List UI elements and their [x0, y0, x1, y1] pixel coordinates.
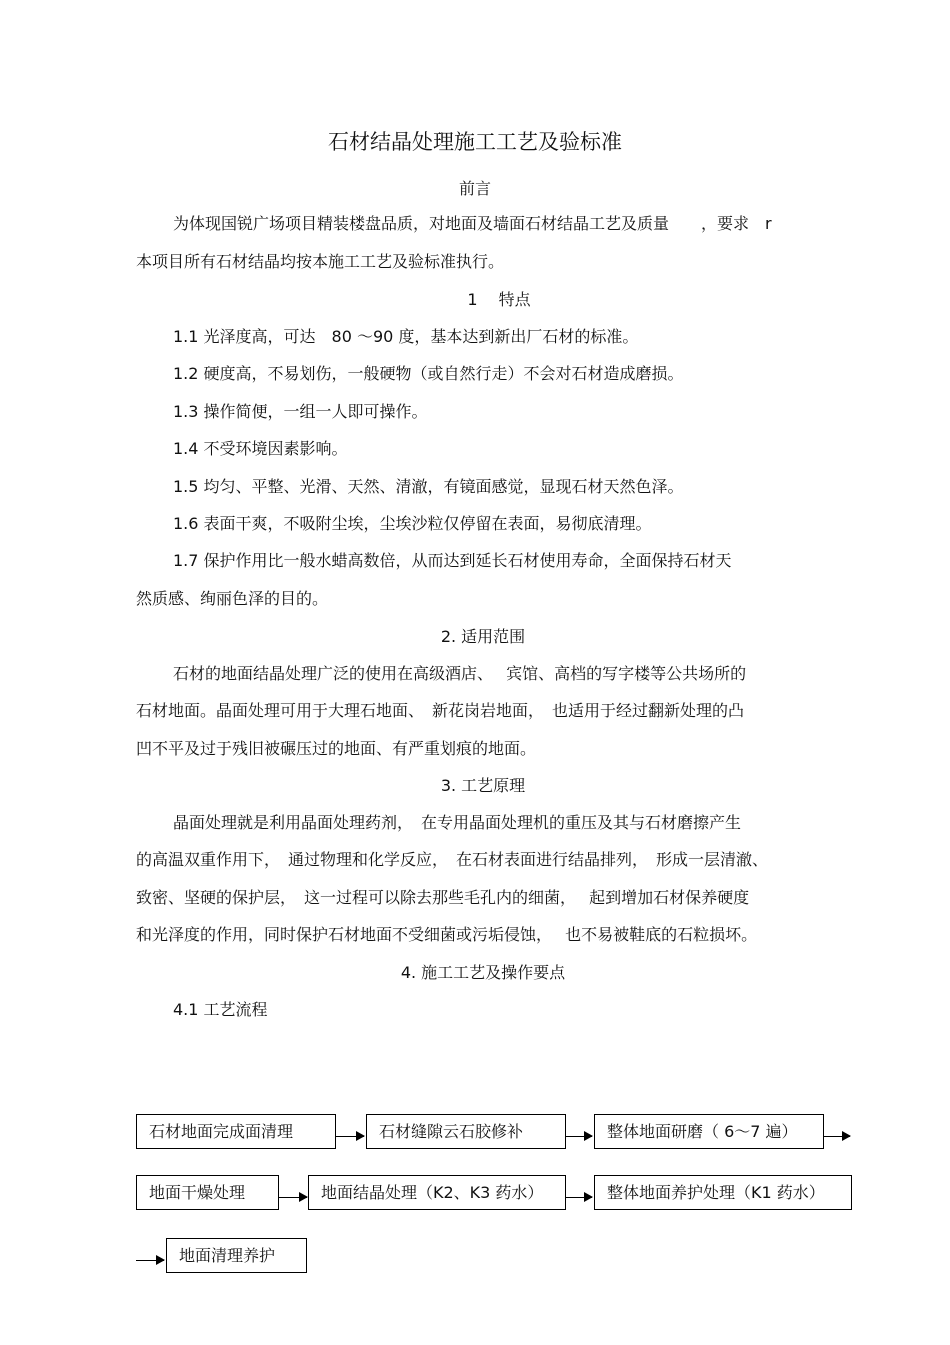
- section-3-line: 致密、坚硬的保护层， 这一过程可以除去那些毛孔内的细菌， 起到增加石材保养硬度: [136, 888, 750, 907]
- flow-step: 地面结晶处理（K2、K3 药水）: [308, 1175, 566, 1210]
- section-2-heading: 2. 适用范围: [440, 627, 526, 646]
- preface-heading: 前言: [458, 179, 491, 198]
- flow-arrow: [279, 1197, 307, 1198]
- section-1-item-continuation: 然质感、绚丽色泽的目的。: [136, 589, 329, 608]
- preface-line-1: 为体现国锐广场项目精装楼盘品质，对地面及墙面石材结晶工艺及质量 ，要求 r: [173, 214, 772, 233]
- section-2-line: 石材的地面结晶处理广泛的使用在高级酒店、 宾馆、高档的写字楼等公共场所的: [173, 664, 747, 683]
- section-4-1-heading: 4.1 工艺流程: [173, 1000, 268, 1019]
- section-1-item: 1.2 硬度高，不易划伤，一般硬物（或自然行走）不会对石材造成磨损。: [173, 364, 684, 383]
- section-3-line: 的高温双重作用下， 通过物理和化学反应， 在石材表面进行结晶排列， 形成一层清澈、: [136, 850, 769, 869]
- flow-arrow: [336, 1136, 364, 1137]
- flow-arrow: [566, 1197, 592, 1198]
- section-1-item: 1.1 光泽度高，可达 80 ～90 度，基本达到新出厂石材的标准。: [173, 327, 639, 346]
- flow-arrow: [136, 1260, 164, 1261]
- section-3-line: 和光泽度的作用，同时保护石材地面不受细菌或污垢侵蚀， 也不易被鞋底的石粒损坏。: [136, 925, 758, 944]
- preface-line-2: 本项目所有石材结晶均按本施工工艺及验标准执行。: [136, 252, 505, 271]
- flow-arrow: [566, 1136, 592, 1137]
- section-1-item: 1.3 操作简便，一组一人即可操作。: [173, 402, 428, 421]
- flow-step: 石材缝隙云石胶修补: [366, 1114, 566, 1149]
- section-1-item: 1.6 表面干爽，不吸附尘埃，尘埃沙粒仅停留在表面，易彻底清理。: [173, 514, 652, 533]
- section-1-item: 1.4 不受环境因素影响。: [173, 439, 348, 458]
- section-3-heading: 3. 工艺原理: [440, 776, 526, 795]
- flow-step: 整体地面研磨（ 6～7 遍）: [594, 1114, 824, 1149]
- section-2-line: 凹不平及过于残旧被碾压过的地面、有严重划痕的地面。: [136, 739, 537, 758]
- flow-step: 地面清理养护: [166, 1238, 307, 1273]
- flow-step: 石材地面完成面清理: [136, 1114, 336, 1149]
- section-1-item: 1.5 均匀、平整、光滑、天然、清澈，有镜面感觉，显现石材天然色泽。: [173, 477, 684, 496]
- flow-step: 地面干燥处理: [136, 1175, 279, 1210]
- section-4-heading: 4. 施工工艺及操作要点: [400, 963, 566, 982]
- flow-step: 整体地面养护处理（K1 药水）: [594, 1175, 852, 1210]
- flow-arrow: [824, 1136, 850, 1137]
- section-1-item: 1.7 保护作用比一般水蜡高数倍，从而达到延长石材使用寿命，全面保持石材天: [173, 551, 732, 570]
- page-title: 石材结晶处理施工工艺及验标准: [328, 130, 622, 154]
- section-2-line: 石材地面。晶面处理可用于大理石地面、 新花岗岩地面， 也适用于经过翻新处理的凸: [136, 701, 745, 720]
- section-1-heading: 1 特点: [467, 290, 531, 309]
- section-3-line: 晶面处理就是利用晶面处理药剂， 在专用晶面处理机的重压及其与石材磨擦产生: [173, 813, 742, 832]
